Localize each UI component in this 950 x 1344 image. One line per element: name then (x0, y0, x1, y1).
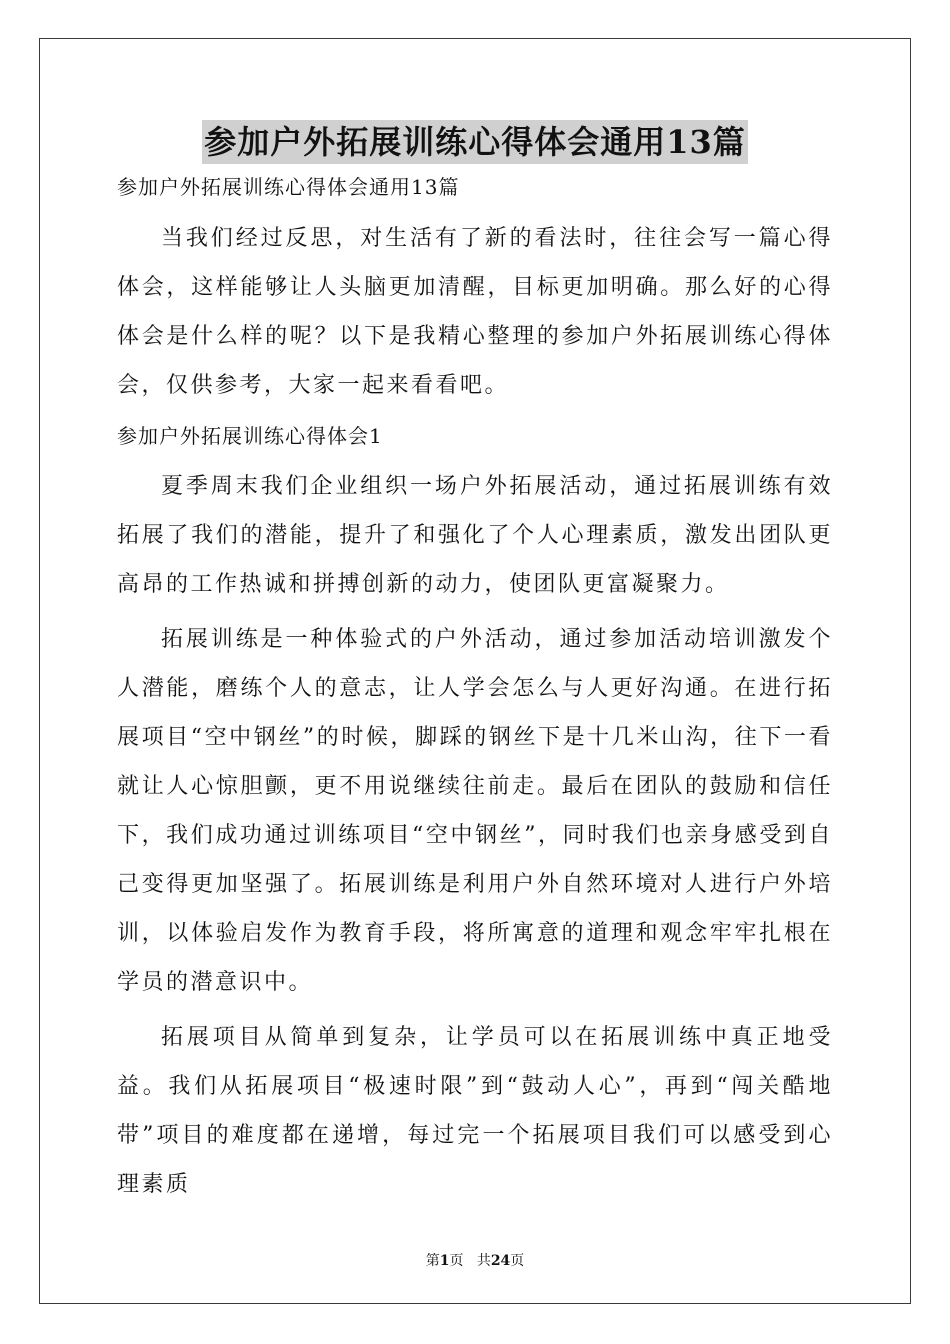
paragraph-2: 拓展训练是一种体验式的户外活动，通过参加活动培训激发个人潜能，磨练个人的意志，让人学会怎么与人更好沟通。在进行拓展项目“空中钢丝”的时候，脚踩的钢丝下是十几米山沟，往下一看就让人心惊胆颤，更不用说继续往前走。最后在团队的鼓励和信任下，我们成功通过训练项目“空中钢丝”，同时我们也亲身感受到自己变得更加坚强了。拓展训练是利用户外自然环境对人进行户外培训，以体验启发作为教育手段，将所寓意的道理和观念牢牢扎根在学员的潜意识中。 (117, 627, 833, 995)
paragraph-1: 夏季周末我们企业组织一场户外拓展活动，通过拓展训练有效拓展了我们的潜能，提升了和强化了个人心理素质，激发出团队更高昂的工作热诚和拼搏创新的动力，使团队更富凝聚力。 (117, 474, 833, 597)
document-subtitle: 参加户外拓展训练心得体会通用13篇 (117, 175, 460, 199)
page-prefix: 第 (425, 1253, 440, 1269)
document-title: 参加户外拓展训练心得体会通用13篇 (202, 120, 748, 164)
section-heading: 参加户外拓展训练心得体会1 (117, 424, 383, 448)
page-number: 1 (439, 1253, 450, 1269)
total-prefix: 共 (476, 1253, 491, 1269)
total-suffix: 页 (510, 1253, 525, 1269)
page-suffix: 页 (449, 1253, 464, 1269)
intro-paragraph: 当我们经过反思，对生活有了新的看法时，往往会写一篇心得体会，这样能够让人头脑更加清醒，目标更加明确。那么好的心得体会是什么样的呢？以下是我精心整理的参加户外拓展训练心得体会，仅供参考，大家一起来看看吧。 (117, 226, 833, 398)
document-body (117, 120, 833, 1215)
title-wrap (117, 120, 833, 164)
total-pages: 24 (490, 1253, 511, 1269)
page-footer (0, 1250, 950, 1270)
paragraph-3: 拓展项目从简单到复杂，让学员可以在拓展训练中真正地受益。我们从拓展项目“极速时限”到“鼓动人心”，再到“闯关酷地带”项目的难度都在递增，每过完一个拓展项目我们可以感受到心理素质 (117, 1025, 833, 1197)
